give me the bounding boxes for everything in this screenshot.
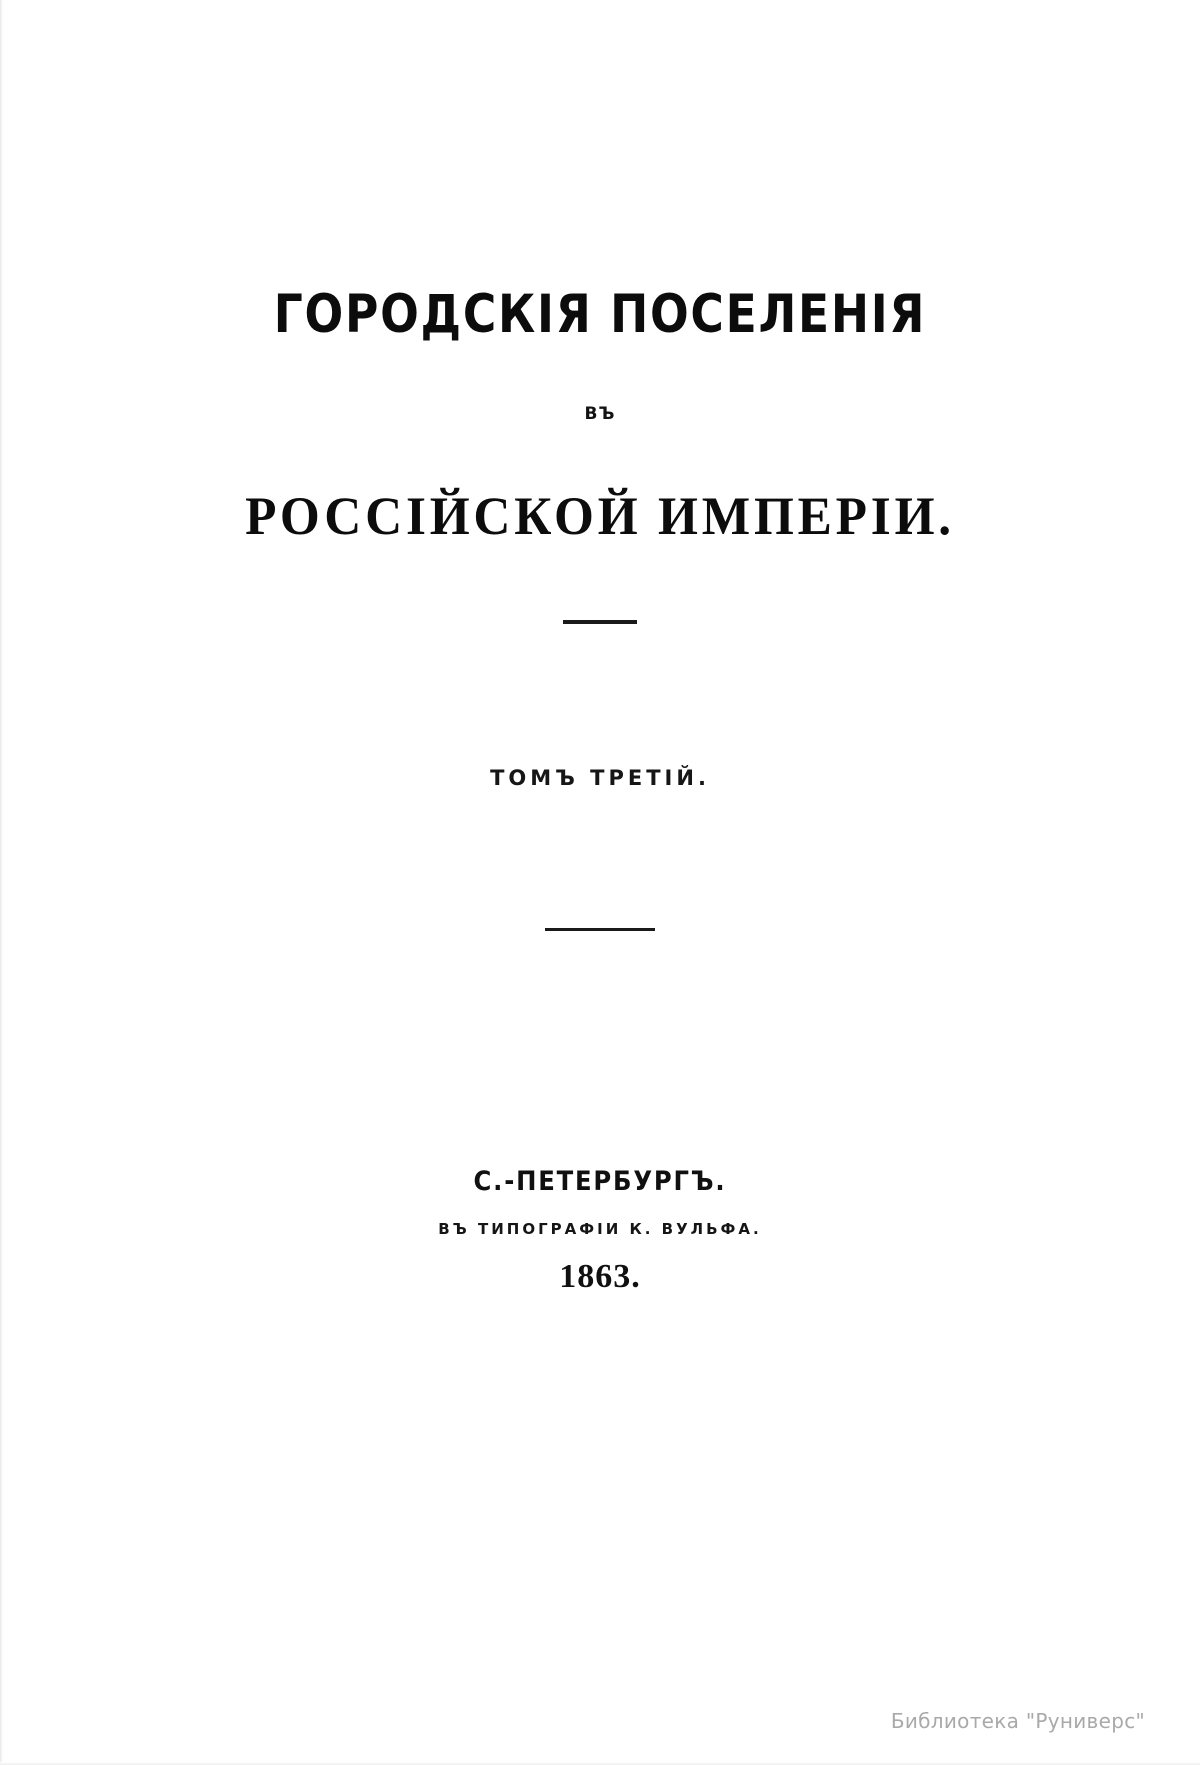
title-line-1: ГОРОДСКІЯ ПОСЕЛЕНІЯ <box>273 284 927 345</box>
volume-label: ТОМЪ ТРЕТІЙ. <box>490 766 710 790</box>
imprint-year: 1863. <box>559 1258 641 1295</box>
scan-edge-left <box>0 0 3 1765</box>
divider-rule-top <box>563 620 637 624</box>
title-connector: ВЪ <box>584 404 616 424</box>
imprint-city: С.-ПЕТЕРБУРГЪ. <box>473 1166 727 1197</box>
divider-rule-bottom <box>545 928 655 931</box>
library-watermark: Библиотека "Руниверс" <box>890 1709 1145 1733</box>
imprint-printer: ВЪ ТИПОГРАФІИ К. ВУЛЬФА. <box>438 1220 762 1238</box>
title-line-2: РОССІЙСКОЙ ИМПЕРІИ. <box>245 486 955 546</box>
